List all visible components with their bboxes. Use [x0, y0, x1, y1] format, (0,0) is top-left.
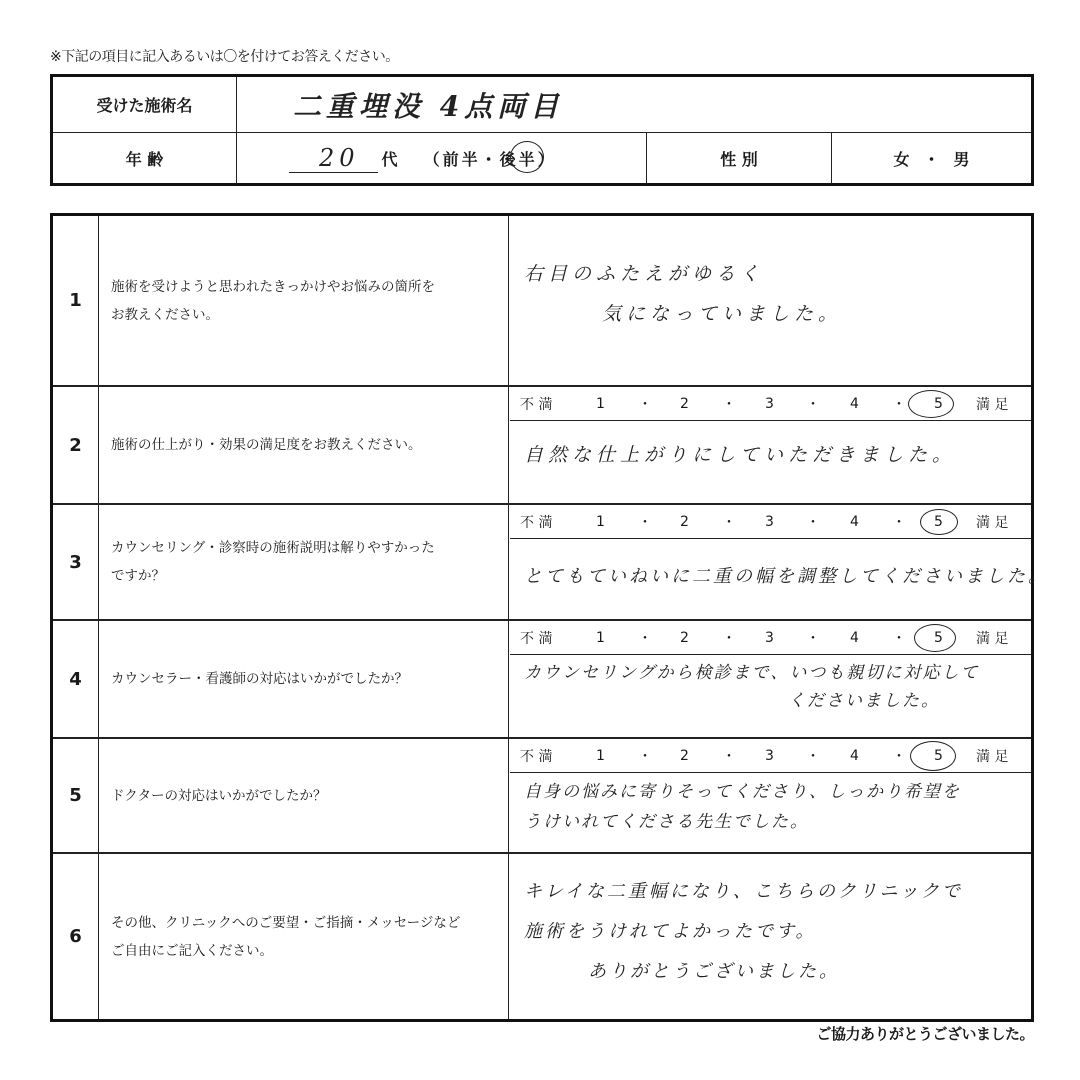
treatment-row: [53, 77, 1031, 133]
question-text: ドクターの対応はいかがでしたか？: [99, 739, 509, 852]
question-number: 6: [53, 854, 99, 1019]
age-half-options[interactable]: （前半・後半）: [424, 147, 557, 170]
treatment-value[interactable]: 二重埋没 4点両目: [293, 89, 564, 123]
question-text: カウンセリング・診察時の施術説明は解りやすかった ですか？: [99, 505, 509, 619]
age-gender-row: [53, 133, 1031, 184]
survey-table: [50, 213, 1049, 1022]
answer-cell: [510, 739, 1031, 852]
question-number: 1: [53, 216, 99, 385]
header-table: [50, 74, 1034, 186]
rating-option-2[interactable]: 2: [680, 513, 689, 530]
rating-selected-circle: [914, 624, 956, 652]
answer-text[interactable]: 自然な仕上がりにしていただきました。: [524, 444, 957, 466]
rating-option-4[interactable]: 4: [850, 513, 859, 530]
rating-option-1[interactable]: 1: [596, 395, 605, 412]
question-text: 施術を受けようと思われたきっかけやお悩みの箇所を お教えください。: [99, 216, 509, 385]
instruction-text: ※下記の項目に記入あるいは〇を付けてお答えください。: [50, 49, 399, 65]
question-row-2: [53, 387, 1031, 505]
question-row-5: [53, 739, 1031, 854]
answer-text[interactable]: キレイな二重幅になり、こちらのクリニックで 施術をうけれてよかったです。 ありがとうございました。: [524, 881, 963, 982]
rating-scale[interactable]: 不 満 1 ・ 2 ・ 3 ・ 4 ・ 5 満 足: [510, 739, 1031, 773]
answer-cell[interactable]: [510, 854, 1031, 1019]
gender-options[interactable]: 女 ・ 男: [832, 133, 1031, 184]
rating-high-label: 満 足: [976, 396, 1009, 413]
answer-text[interactable]: 自身の悩みに寄りそってくださり、しっかり希望を うけいれてくださる先生でした。: [524, 782, 961, 832]
question-text: その他、クリニックへのご要望・ご指摘・メッセージなど ご自由にご記入ください。: [99, 854, 509, 1019]
answer-cell: [510, 387, 1031, 503]
rating-option-5[interactable]: 5: [934, 747, 943, 764]
rating-selected-circle: [910, 741, 956, 771]
question-number: 2: [53, 387, 99, 503]
rating-option-1[interactable]: 1: [596, 747, 605, 764]
answer-text[interactable]: カウンセリングから検診まで、いつも親切に対応して くださいました。: [524, 663, 980, 711]
rating-option-3[interactable]: 3: [765, 747, 774, 764]
question-row-6: [53, 854, 1031, 1019]
question-text: 施術の仕上がり・効果の満足度をお教えください。: [99, 387, 509, 503]
question-text: カウンセラー・看護師の対応はいかがでしたか？: [99, 621, 509, 737]
rating-option-4[interactable]: 4: [850, 629, 859, 646]
treatment-label: 受けた施術名: [96, 96, 193, 115]
answer-text[interactable]: 右目のふたえがゆるく 気になっていました。: [524, 263, 843, 325]
question-row-4: [53, 621, 1031, 739]
rating-low-label: 不 満: [520, 396, 553, 413]
rating-option-2[interactable]: 2: [680, 395, 689, 412]
rating-option-4[interactable]: 4: [850, 395, 859, 412]
rating-scale[interactable]: 不 満 1 ・ 2 ・ 3 ・ 4 ・ 5 満 足: [510, 387, 1031, 421]
gender-label: 性 別: [720, 150, 758, 169]
age-label: 年 齢: [125, 150, 164, 169]
answer-text[interactable]: とてもていねいに二重の幅を調整してくださいました。: [524, 566, 1049, 587]
rating-option-1[interactable]: 1: [596, 629, 605, 646]
rating-option-2[interactable]: 2: [680, 629, 689, 646]
gender-option-female[interactable]: 女: [893, 150, 910, 169]
age-field: [289, 133, 649, 184]
rating-selected-circle: [908, 390, 954, 418]
rating-option-2[interactable]: 2: [680, 747, 689, 764]
question-number: 3: [53, 505, 99, 619]
rating-option-5[interactable]: 5: [934, 395, 943, 412]
question-row-1: [53, 216, 1031, 387]
answer-cell: [510, 621, 1031, 737]
rating-option-1[interactable]: 1: [596, 513, 605, 530]
question-number: 4: [53, 621, 99, 737]
rating-scale[interactable]: 不 満 1 ・ 2 ・ 3 ・ 4 ・ 5 満 足: [510, 621, 1031, 655]
thank-you-text: ご協力ありがとうございました。: [816, 1025, 1034, 1043]
rating-option-5[interactable]: 5: [934, 629, 943, 646]
age-half-selected-circle: [510, 141, 544, 173]
rating-scale[interactable]: 不 満 1 ・ 2 ・ 3 ・ 4 ・ 5 満 足: [510, 505, 1031, 539]
rating-option-4[interactable]: 4: [850, 747, 859, 764]
question-number: 5: [53, 739, 99, 852]
age-value[interactable]: 20: [289, 144, 378, 173]
rating-option-3[interactable]: 3: [765, 513, 774, 530]
answer-cell[interactable]: [510, 216, 1031, 385]
question-row-3: [53, 505, 1049, 621]
rating-option-3[interactable]: 3: [765, 629, 774, 646]
rating-option-5[interactable]: 5: [934, 513, 943, 530]
age-suffix: 代: [381, 150, 398, 169]
rating-selected-circle: [920, 509, 958, 535]
gender-option-male[interactable]: 男: [953, 150, 970, 169]
answer-cell: [510, 505, 1049, 619]
rating-option-3[interactable]: 3: [765, 395, 774, 412]
